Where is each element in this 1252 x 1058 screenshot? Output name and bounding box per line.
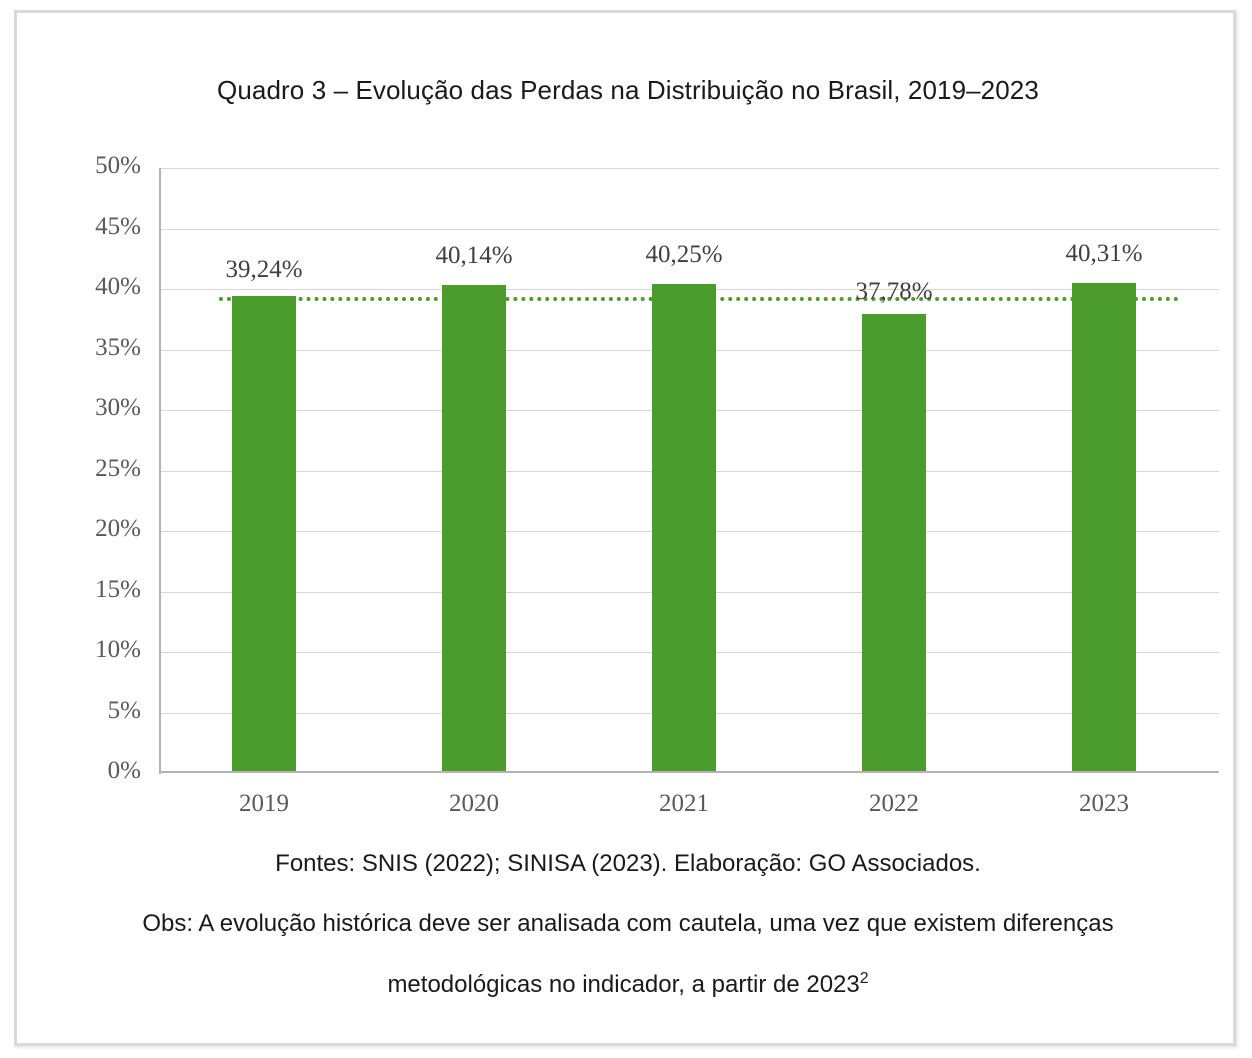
bar-2019[interactable]	[232, 296, 296, 771]
y-tick-label-40: 40%	[95, 273, 141, 300]
bar-2023[interactable]	[1072, 283, 1136, 771]
y-tick-label-20: 20%	[95, 515, 141, 542]
gridline-45	[159, 229, 1219, 230]
data-label-2019: 39,24%	[225, 256, 303, 283]
bar-2022[interactable]	[862, 314, 926, 771]
obs-note-line-2-text: metodológicas no indicador, a partir de 2023	[387, 971, 860, 998]
y-tick-label-0: 0%	[107, 757, 141, 784]
data-label-2021: 40,25%	[645, 241, 723, 268]
y-tick-label-50: 50%	[95, 152, 141, 179]
obs-note-line-2	[17, 970, 1239, 999]
x-axis-line	[159, 771, 1219, 773]
y-tick-label-35: 35%	[95, 333, 141, 361]
plot-area	[95, 152, 1219, 817]
chart-title: Quadro 3 – Evolução das Perdas na Distribuição no Brasil, 2019–2023	[217, 75, 1039, 105]
obs-note-line-1: Obs: A evolução histórica deve ser analisada com cautela, uma vez que existem diferenças	[142, 910, 1114, 937]
y-tick-label-5: 5%	[107, 696, 141, 724]
obs-note-footnote-marker: 2	[859, 970, 869, 987]
data-label-2023: 40,31%	[1065, 240, 1143, 267]
y-tick-label-30: 30%	[95, 394, 141, 421]
y-tick-label-10: 10%	[95, 636, 141, 663]
trendline	[219, 297, 1179, 301]
x-tick-label-2020: 2020	[449, 790, 499, 817]
sources-note: Fontes: SNIS (2022); SINISA (2023). Elaboração: GO Associados.	[275, 850, 981, 877]
chart-frame	[14, 10, 1236, 1046]
bar-2021[interactable]	[652, 284, 716, 771]
x-tick-label-2022: 2022	[869, 790, 919, 817]
gridline-50	[159, 168, 1219, 169]
x-tick-label-2019: 2019	[239, 790, 289, 817]
y-tick-label-45: 45%	[95, 212, 141, 240]
data-label-2020: 40,14%	[435, 242, 513, 269]
x-tick-label-2021: 2021	[659, 790, 709, 817]
bar-2020[interactable]	[442, 285, 506, 771]
x-tick-label-2023: 2023	[1079, 790, 1129, 817]
y-tick-label-15: 15%	[95, 575, 141, 603]
y-axis-line	[159, 168, 161, 774]
data-label-2022: 37,78%	[855, 278, 933, 305]
y-tick-label-25: 25%	[95, 454, 141, 482]
